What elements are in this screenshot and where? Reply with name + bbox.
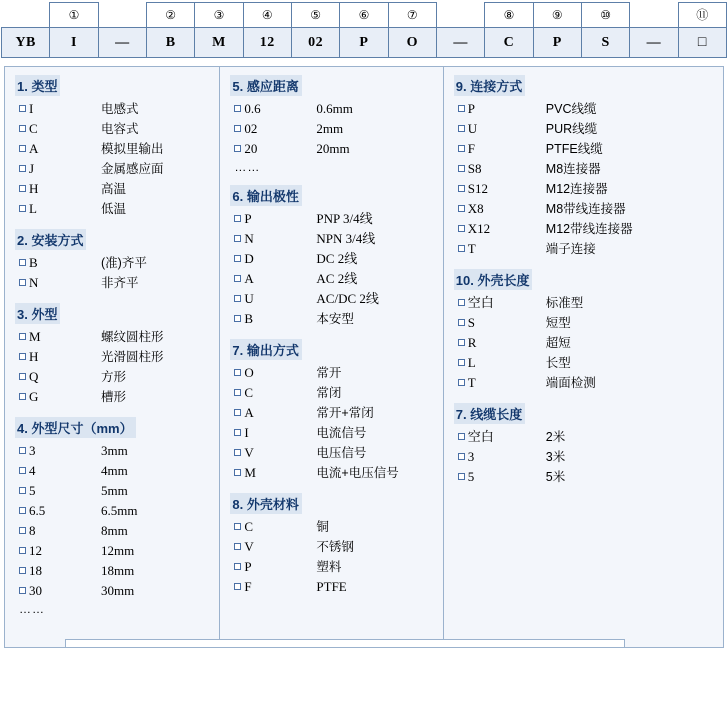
legend-item-desc: (准)齐平: [101, 256, 147, 270]
square-bullet-icon: [230, 557, 244, 577]
code-number-cell-9: [436, 3, 484, 28]
legend-item-code: X12: [467, 221, 491, 236]
legend-item-code: T: [467, 241, 476, 256]
square-bullet-icon: [454, 427, 468, 447]
legend-item-code: P: [244, 559, 252, 574]
legend-item-code: L: [29, 201, 37, 216]
legend-item: [15, 367, 213, 387]
legend-item: [230, 443, 436, 463]
square-bullet-icon: [454, 239, 468, 259]
legend-item-desc: 常开: [316, 366, 342, 380]
legend-item-desc: PUR线缆: [545, 122, 598, 136]
legend-item: [15, 253, 213, 273]
legend-item-code: 30: [29, 583, 42, 598]
legend-item: [15, 347, 213, 367]
square-bullet-icon: [230, 289, 244, 309]
square-bullet-icon: [454, 353, 468, 373]
legend-item-desc: 短型: [545, 316, 571, 330]
legend-item-desc: 常开+常闭: [316, 406, 374, 420]
code-value-cell-13: —: [630, 28, 678, 58]
square-bullet-icon: [230, 403, 244, 423]
square-bullet-icon: [15, 561, 29, 581]
circled-number: ⑩: [600, 7, 611, 22]
legend-item-desc: 标准型: [545, 296, 584, 310]
legend-column-1: [5, 67, 220, 647]
legend-item-code: C: [29, 121, 38, 136]
legend-item: [454, 427, 717, 447]
legend-item: [454, 99, 717, 119]
legend-group: [454, 75, 717, 259]
legend-item-desc: 方形: [101, 370, 127, 384]
legend-item-code: P: [244, 211, 252, 226]
legend-item-desc: 低温: [101, 202, 127, 216]
square-bullet-icon: [454, 199, 468, 219]
legend-item-code: O: [244, 365, 254, 380]
square-bullet-icon: [230, 537, 244, 557]
legend-item-code: J: [29, 161, 35, 176]
legend-item: [454, 333, 717, 353]
legend-item: [454, 293, 717, 313]
square-bullet-icon: [230, 443, 244, 463]
square-bullet-icon: [15, 441, 29, 461]
legend-group-title: 5. 感应距离: [230, 75, 301, 96]
legend-group-title: 1. 类型: [15, 75, 60, 96]
square-bullet-icon: [454, 219, 468, 239]
legend-item-desc: 端子连接: [545, 242, 596, 256]
square-bullet-icon: [454, 447, 468, 467]
code-number-cell-1: [50, 3, 98, 28]
legend-item-code: L: [467, 355, 476, 370]
legend-item-code: R: [467, 335, 477, 350]
legend-item-desc: PVC线缆: [545, 102, 597, 116]
code-number-cell-0: [2, 3, 50, 28]
circled-number: ⑥: [358, 7, 370, 22]
square-bullet-icon: [454, 119, 468, 139]
legend-item-code: D: [244, 251, 254, 266]
legend-item: [230, 119, 436, 139]
code-value-cell-6: 02: [291, 28, 339, 58]
legend-item-desc: M8带线连接器: [545, 202, 626, 216]
legend-group-title: 7. 输出方式: [230, 339, 301, 360]
legend-item-desc: 5米: [545, 470, 566, 484]
legend-group-title: 8. 外壳材料: [230, 493, 301, 514]
legend-item-code: 5: [467, 469, 475, 484]
legend-item: [15, 387, 213, 407]
legend-item-code: U: [467, 121, 478, 136]
legend-item-code: 4: [29, 463, 36, 478]
square-bullet-icon: [15, 387, 29, 407]
legend-item-code: G: [29, 389, 39, 404]
legend-item-code: 3: [467, 449, 475, 464]
legend-group-title: 10. 外壳长度: [454, 269, 533, 290]
square-bullet-icon: [454, 99, 468, 119]
legend-item: [454, 179, 717, 199]
legend-item: [454, 373, 717, 393]
legend-panel: [4, 66, 724, 648]
legend-item-desc: 8mm: [101, 523, 128, 538]
legend-group: [230, 339, 436, 483]
legend-item: [230, 577, 436, 597]
legend-group: [15, 417, 213, 617]
legend-item-code: S12: [467, 181, 489, 196]
square-bullet-icon: [15, 179, 29, 199]
legend-column-2: [220, 67, 443, 647]
legend-item-code: M: [244, 465, 256, 480]
legend-item: [15, 119, 213, 139]
legend-item-code: S: [467, 315, 476, 330]
code-value-cell-14: □: [678, 28, 726, 58]
circled-number: ②: [165, 7, 177, 22]
legend-item: [15, 501, 213, 521]
legend-item: [230, 463, 436, 483]
legend-item-code: 12: [29, 543, 42, 558]
legend-item-desc: M12带线连接器: [545, 222, 633, 236]
legend-item-code: 0.6: [244, 101, 261, 116]
square-bullet-icon: [15, 461, 29, 481]
legend-item: [454, 313, 717, 333]
legend-item: [15, 99, 213, 119]
legend-item-desc: DC 2线: [316, 251, 358, 266]
code-number-cell-14: [678, 3, 726, 28]
legend-item-desc: 5mm: [101, 483, 128, 498]
order-code-table: [1, 2, 727, 58]
legend-item-desc: 塑料: [316, 560, 342, 574]
legend-item-desc: 槽形: [101, 390, 127, 404]
legend-item-code: 20: [244, 141, 258, 156]
square-bullet-icon: [230, 517, 244, 537]
legend-item: [15, 139, 213, 159]
code-value-cell-12: S: [581, 28, 629, 58]
legend-item-code: N: [244, 231, 254, 246]
legend-item: [230, 423, 436, 443]
legend-item-desc: 20mm: [316, 141, 350, 156]
legend-item: [230, 249, 436, 269]
legend-item: [230, 557, 436, 577]
legend-item-desc: 螺纹圆柱形: [101, 330, 164, 344]
square-bullet-icon: [15, 273, 29, 293]
square-bullet-icon: [454, 139, 468, 159]
legend-item: [15, 581, 213, 601]
legend-item: [454, 239, 717, 259]
legend-item-desc: 模拟里输出: [101, 142, 164, 156]
legend-group-title: 6. 输出极性: [230, 185, 301, 206]
square-bullet-icon: [454, 467, 468, 487]
legend-item-desc: 端面检测: [545, 376, 596, 390]
legend-item-desc: 12mm: [101, 543, 135, 558]
legend-item-desc: 电感式: [101, 102, 139, 116]
legend-item-desc: 30mm: [101, 583, 135, 598]
legend-item-desc: 4mm: [101, 463, 128, 478]
legend-item-desc: 非齐平: [101, 276, 139, 290]
legend-item-desc: 18mm: [101, 563, 135, 578]
legend-item-code: 3: [29, 443, 36, 458]
legend-group: [15, 75, 213, 219]
square-bullet-icon: [15, 541, 29, 561]
legend-item-code: M: [29, 329, 41, 344]
square-bullet-icon: [230, 249, 244, 269]
square-bullet-icon: [15, 581, 29, 601]
square-bullet-icon: [230, 269, 244, 289]
code-value-cell-5: 12: [243, 28, 291, 58]
legend-column-3: [444, 67, 723, 647]
legend-group-ellipsis: ……: [19, 602, 45, 616]
square-bullet-icon: [15, 521, 29, 541]
legend-item-desc: NPN 3/4线: [316, 231, 376, 246]
legend-item-code: F: [467, 141, 476, 156]
code-value-cell-0: YB: [2, 28, 50, 58]
legend-item: [454, 159, 717, 179]
square-bullet-icon: [230, 463, 244, 483]
square-bullet-icon: [454, 313, 468, 333]
code-number-cell-2: [98, 3, 146, 28]
legend-item-desc: 本安型: [316, 312, 354, 326]
legend-item: [230, 289, 436, 309]
legend-item-code: A: [244, 271, 254, 286]
legend-item-code: F: [244, 579, 252, 594]
legend-item-code: A: [29, 141, 39, 156]
square-bullet-icon: [15, 199, 29, 219]
legend-item-desc: 电容式: [101, 122, 139, 136]
legend-item-code: C: [244, 385, 254, 400]
legend-item: [15, 521, 213, 541]
square-bullet-icon: [230, 119, 244, 139]
legend-item-code: H: [29, 349, 39, 364]
legend-item-code: C: [244, 519, 254, 534]
legend-item-code: H: [29, 181, 39, 196]
legend-item: [230, 139, 436, 159]
circled-number: ①: [68, 7, 80, 22]
square-bullet-icon: [230, 139, 244, 159]
square-bullet-icon: [230, 383, 244, 403]
legend-group: [230, 75, 436, 175]
legend-item-code: P: [467, 101, 476, 116]
square-bullet-icon: [230, 229, 244, 249]
legend-item: [230, 517, 436, 537]
legend-item: [15, 179, 213, 199]
legend-item-desc: 不锈钢: [316, 540, 354, 554]
legend-item-code: 02: [244, 121, 258, 136]
code-number-cell-5: [243, 3, 291, 28]
legend-item: [230, 99, 436, 119]
square-bullet-icon: [15, 159, 29, 179]
square-bullet-icon: [15, 99, 29, 119]
code-number-cell-13: [630, 3, 678, 28]
legend-item-desc: 超短: [545, 336, 571, 350]
code-value-row: [2, 28, 727, 58]
circled-number: ⑦: [406, 7, 418, 22]
legend-item-code: 8: [29, 523, 36, 538]
legend-item-desc: 光滑圆柱形: [101, 350, 164, 364]
square-bullet-icon: [454, 373, 468, 393]
legend-group-title: 3. 外型: [15, 303, 60, 324]
legend-item: [230, 209, 436, 229]
code-number-cell-4: [195, 3, 243, 28]
legend-item-code: 18: [29, 563, 42, 578]
legend-item-desc: 铜: [316, 520, 329, 534]
legend-item-code: B: [244, 311, 254, 326]
code-value-cell-9: —: [436, 28, 484, 58]
code-value-cell-11: P: [533, 28, 581, 58]
square-bullet-icon: [230, 209, 244, 229]
legend-item-code: S8: [467, 161, 482, 176]
square-bullet-icon: [15, 253, 29, 273]
legend-item: [454, 119, 717, 139]
square-bullet-icon: [15, 481, 29, 501]
legend-item: [15, 273, 213, 293]
code-value-cell-10: C: [485, 28, 533, 58]
legend-group-ellipsis: ……: [234, 160, 261, 174]
square-bullet-icon: [15, 139, 29, 159]
legend-item-code: B: [29, 255, 38, 270]
legend-item-desc: 3mm: [101, 443, 128, 458]
circled-number: ⑤: [310, 7, 322, 22]
legend-item: [230, 363, 436, 383]
code-value-cell-3: B: [146, 28, 194, 58]
legend-item-desc: 金属感应面: [101, 162, 164, 176]
legend-item: [15, 561, 213, 581]
code-value-cell-1: I: [50, 28, 98, 58]
legend-group-title: 2. 安装方式: [15, 229, 86, 250]
circled-number: ⑨: [551, 7, 563, 22]
square-bullet-icon: [15, 327, 29, 347]
legend-item: [454, 353, 717, 373]
legend-item-desc: 电流+电压信号: [316, 466, 399, 480]
legend-item-desc: 3米: [545, 450, 566, 464]
legend-group: [454, 403, 717, 487]
code-value-cell-8: O: [388, 28, 436, 58]
legend-item: [15, 327, 213, 347]
code-number-row: [2, 3, 727, 28]
legend-group: [15, 303, 213, 407]
square-bullet-icon: [454, 333, 468, 353]
legend-item-desc: PTFE: [316, 579, 347, 594]
legend-item-code: 空白: [467, 429, 494, 444]
legend-group-title: 4. 外型尺寸（mm）: [15, 417, 136, 438]
code-number-cell-8: [388, 3, 436, 28]
legend-item-desc: 高温: [101, 182, 127, 196]
square-bullet-icon: [15, 347, 29, 367]
legend-item-desc: PTFE线缆: [545, 142, 603, 156]
code-number-cell-7: [340, 3, 388, 28]
code-number-cell-11: [533, 3, 581, 28]
legend-group: [15, 229, 213, 293]
legend-item-desc: 6.5mm: [101, 503, 138, 518]
legend-item-desc: 2mm: [316, 121, 344, 136]
code-number-cell-12: [581, 3, 629, 28]
legend-item-desc: M8连接器: [545, 162, 601, 176]
legend-item: [230, 537, 436, 557]
legend-item: [230, 269, 436, 289]
legend-item-desc: 0.6mm: [316, 101, 353, 116]
legend-item-code: U: [244, 291, 254, 306]
legend-group-title: 7. 线缆长度: [454, 403, 525, 424]
square-bullet-icon: [230, 99, 244, 119]
legend-group: [230, 493, 436, 597]
legend-item-code: I: [29, 101, 34, 116]
legend-item: [230, 229, 436, 249]
code-value-cell-4: M: [195, 28, 243, 58]
legend-item-desc: 2米: [545, 430, 566, 444]
legend-item-desc: AC 2线: [316, 271, 358, 286]
legend-group: [230, 185, 436, 329]
legend-item-code: V: [244, 539, 254, 554]
code-number-cell-10: [485, 3, 533, 28]
legend-item: [15, 159, 213, 179]
legend-item-desc: PNP 3/4线: [316, 211, 373, 226]
legend-item: [230, 309, 436, 329]
square-bullet-icon: [15, 367, 29, 387]
square-bullet-icon: [230, 363, 244, 383]
legend-item: [15, 199, 213, 219]
legend-item-code: X8: [467, 201, 484, 216]
code-value-cell-7: P: [340, 28, 388, 58]
legend-item: [454, 219, 717, 239]
square-bullet-icon: [230, 423, 244, 443]
legend-item: [15, 441, 213, 461]
legend-item-code: 空白: [467, 295, 494, 310]
legend-item: [454, 199, 717, 219]
square-bullet-icon: [15, 501, 29, 521]
legend-item-desc: 电流信号: [316, 426, 367, 440]
legend-item: [15, 541, 213, 561]
legend-item-code: 5: [29, 483, 36, 498]
circled-number: ④: [261, 7, 273, 22]
legend-item-code: T: [467, 375, 476, 390]
legend-item-code: V: [244, 445, 254, 460]
bottom-strip: [65, 639, 625, 647]
legend-item: [15, 481, 213, 501]
legend-item-desc: 常闭: [316, 386, 342, 400]
legend-item: [454, 447, 717, 467]
square-bullet-icon: [454, 293, 468, 313]
code-value-cell-2: —: [98, 28, 146, 58]
legend-group: [454, 269, 717, 393]
legend-item-code: I: [244, 425, 249, 440]
legend-item: [230, 403, 436, 423]
legend-item-code: Q: [29, 369, 39, 384]
square-bullet-icon: [15, 119, 29, 139]
circled-number: ⑧: [503, 7, 515, 22]
code-number-cell-6: [291, 3, 339, 28]
legend-item-desc: 长型: [545, 356, 571, 370]
circled-number: ⑪: [696, 7, 709, 22]
square-bullet-icon: [230, 577, 244, 597]
legend-item: [454, 139, 717, 159]
legend-item-code: 6.5: [29, 503, 46, 518]
legend-item: [230, 383, 436, 403]
code-number-cell-3: [146, 3, 194, 28]
legend-item-desc: AC/DC 2线: [316, 291, 379, 306]
legend-item: [454, 467, 717, 487]
legend-item-code: N: [29, 275, 39, 290]
square-bullet-icon: [454, 179, 468, 199]
legend-item-code: A: [244, 405, 254, 420]
square-bullet-icon: [230, 309, 244, 329]
circled-number: ③: [213, 7, 225, 22]
legend-item-desc: M12连接器: [545, 182, 608, 196]
legend-item-desc: 电压信号: [316, 446, 367, 460]
legend-group-title: 9. 连接方式: [454, 75, 525, 96]
legend-item: [15, 461, 213, 481]
square-bullet-icon: [454, 159, 468, 179]
